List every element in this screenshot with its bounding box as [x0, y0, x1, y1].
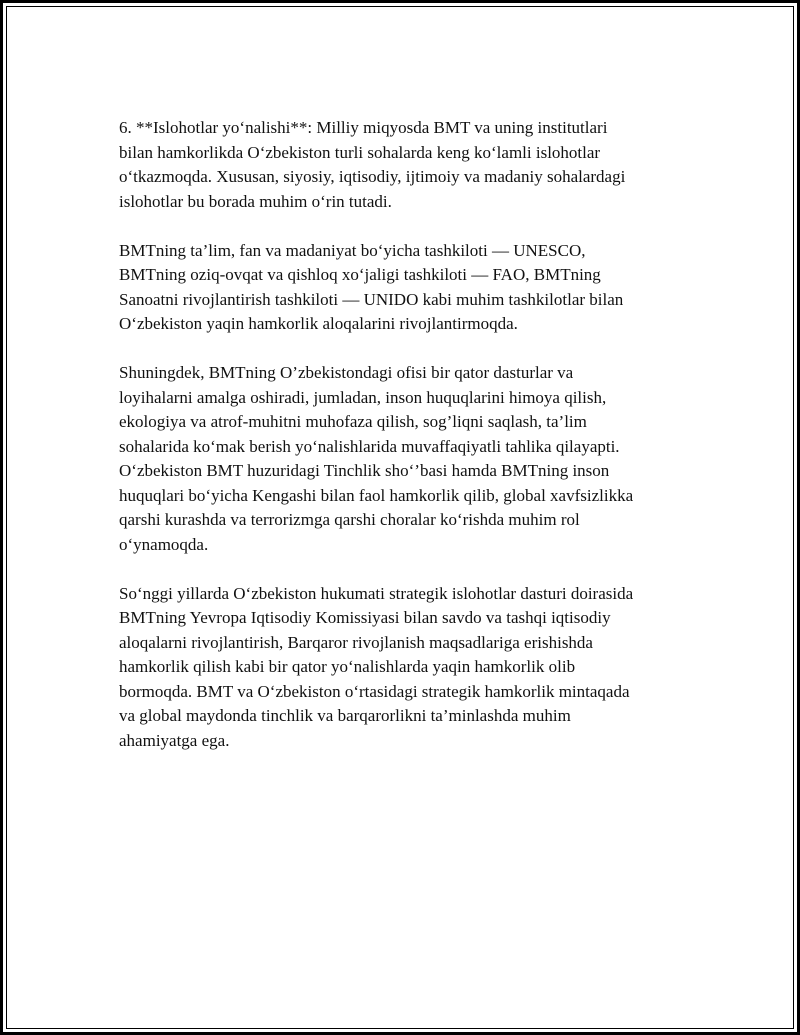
text-line: Sanoatni rivojlantirish tashkiloti — UNIDO kabi muhim tashkilotlar bilan	[119, 289, 624, 309]
text-line: o‘ynamoqda.	[119, 534, 209, 554]
text-line: O‘zbekiston yaqin hamkorlik aloqalarini rivojlantirmoqda.	[119, 314, 518, 333]
paragraph-recent-years	[119, 582, 694, 754]
text-line: Shuningdek, BMTning O’zbekistondagi ofisi bir qator dasturlar va	[119, 363, 574, 382]
paragraph-reforms	[119, 116, 694, 214]
text-line: ekologiya va atrof-muhitni muhofaza qilish, sog’liqni saqlash, ta’lim	[119, 412, 587, 431]
text-line: qarshi kurashda va terrorizmga qarshi choralar ko‘rishda muhim rol	[119, 510, 580, 529]
text-line: BMTning ta’lim, fan va madaniyat bo‘yicha tashkiloti — UNESCO,	[119, 240, 586, 260]
text-line: huquqlari bo‘yicha Kengashi bilan faol hamkorlik qilib, global xavfsizlikka	[119, 485, 634, 505]
text-line: 6. **Islohotlar yo‘nalishi**: Milliy miqyosda BMT va uning institutlari	[119, 118, 608, 137]
text-line: o‘tkazmoqda. Xususan, siyosiy, iqtisodiy, ijtimoiy va madaniy sohalardagi	[119, 167, 626, 186]
paragraph-un-agencies	[119, 239, 694, 337]
text-line: islohotlar bu borada muhim o‘rin tutadi.	[119, 191, 392, 211]
text-line: bormoqda. BMT va O‘zbekiston o‘rtasidagi strategik hamkorlik mintaqada	[119, 681, 630, 701]
document-body	[119, 116, 694, 778]
text-line: loyihalarni amalga oshiradi, jumladan, inson huquqlarini himoya qilish,	[119, 387, 607, 407]
text-line: O‘zbekiston BMT huzuridagi Tinchlik sho‘’basi hamda BMTning inson	[119, 461, 610, 480]
text-line: va global maydonda tinchlik va barqarorlikni ta’minlashda muhim	[119, 706, 571, 725]
text-line: ahamiyatga ega.	[119, 730, 230, 750]
text-line: So‘nggi yillarda O‘zbekiston hukumati strategik islohotlar dasturi doirasida	[119, 583, 634, 603]
paragraph-un-office	[119, 361, 694, 557]
text-line: bilan hamkorlikda O‘zbekiston turli sohalarda keng ko‘lamli islohotlar	[119, 142, 601, 162]
text-line: sohalarida ko‘mak berish yo‘nalishlarida muvaffaqiyatli tahlika qilayapti.	[119, 436, 620, 456]
text-line: hamkorlik qilish kabi bir qator yo‘nalishlarda yaqin hamkorlik olib	[119, 657, 576, 676]
text-line: aloqalarni rivojlantirish, Barqaror rivojlanish maqsadlariga erishishda	[119, 632, 593, 652]
text-line: BMTning oziq-ovqat va qishloq xo‘jaligi tashkiloti — FAO, BMTning	[119, 265, 601, 284]
text-line: BMTning Yevropa Iqtisodiy Komissiyasi bilan savdo va tashqi iqtisodiy	[119, 608, 611, 627]
